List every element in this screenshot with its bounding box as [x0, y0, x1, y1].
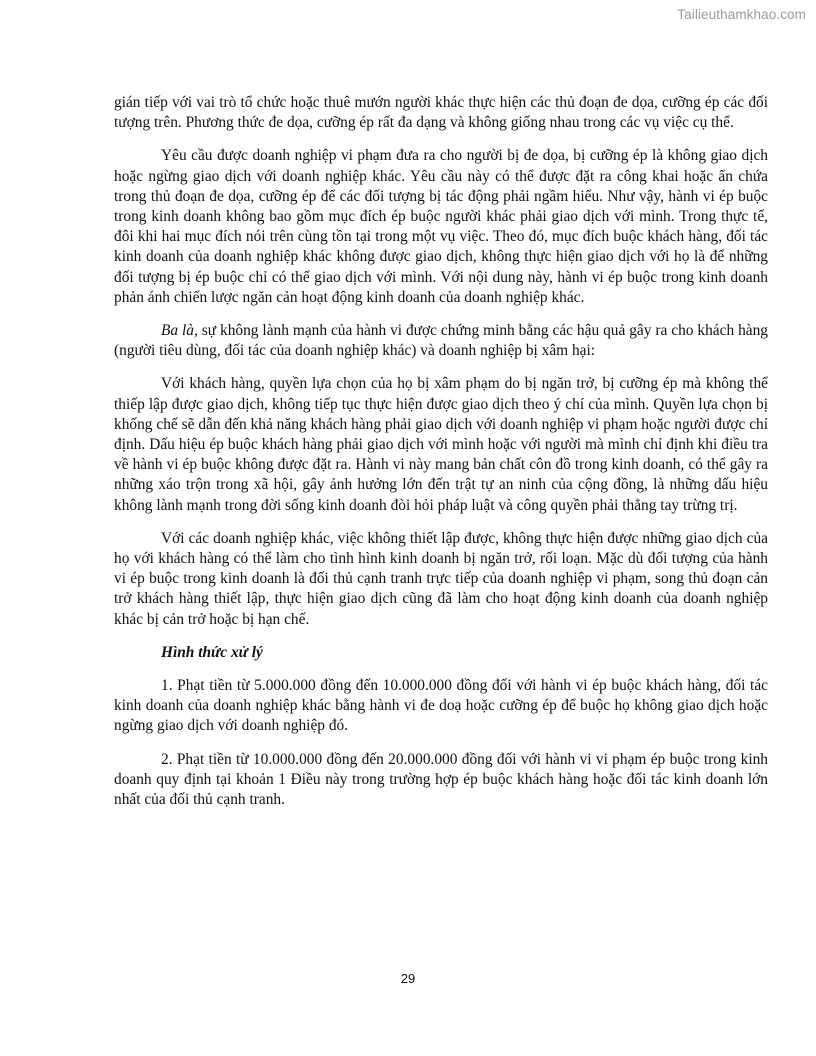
watermark-text: Tailieuthamkhao.com [677, 7, 806, 22]
paragraph-penalty-2: 2. Phạt tiền từ 10.000.000 đồng đến 20.000.000 đồng đối với hành vi vi phạm ép buộc trong kinh doanh quy định tại khoản 1 Điều này trong trường hợp ép buộc khách hàng hoặc đối tác kinh doanh lớn nhất của đối thủ cạnh tranh. [114, 750, 768, 809]
paragraph-third-point-lead: Ba là [161, 322, 194, 340]
document-body [114, 93, 768, 823]
paragraph-customers: Với khách hàng, quyền lựa chọn của họ bị xâm phạm do bị ngăn trở, bị cưỡng ép mà không thể thiếp lập được giao dịch, không tiếp tục thực hiện được giao dịch theo ý chí của mình. Quyền lựa chọn bị khống chế sẽ dẫn đến khả năng khách hàng phải giao dịch với doanh nghiệp vi phạm hoặc người được chỉ định. Dấu hiệu ép buộc khách hàng phải giao dịch với mình hoặc với người mà mình chỉ định khi điều tra về hành vi ép buộc không được đặt ra. Hành vi này mang bản chất côn đồ trong kinh doanh, có thể gây ra những xáo trộn trong xã hội, gây ảnh hưởng lớn đến trật tự an ninh của cộng đồng, là những dấu hiệu không lành mạnh trong đời sống kinh doanh đòi hỏi pháp luật và công quyền phải thẳng tay trừng trị. [114, 375, 768, 514]
section-heading-penalties: Hình thức xử lý [161, 643, 263, 661]
paragraph-other-businesses: Với các doanh nghiệp khác, việc không thiết lập được, không thực hiện được những giao dịch của họ với khách hàng có thể làm cho tình hình kinh doanh bị ngăn trở, rối loạn. Mặc dù đối tượng của hành vi ép buộc trong kinh doanh là đối thủ cạnh tranh trực tiếp của doanh nghiệp vi phạm, song thủ đoạn cản trở khách hàng thiết lập, thực hiện giao dịch cũng đã làm cho hoạt động kinh doanh của doanh nghiệp khác bị cản trở hoặc bị hạn chế. [114, 529, 768, 628]
paragraph-third-point [114, 321, 768, 361]
page-number: 29 [400, 971, 416, 986]
paragraph-requirement: Yêu cầu được doanh nghiệp vi phạm đưa ra cho người bị đe dọa, bị cưỡng ép là không giao dịch hoặc ngừng giao dịch với doanh nghiệp khác. Yêu cầu này có thể được đặt ra công khai hoặc ẩn chứa trong thủ đoạn đe dọa, cưỡng ép để các đối tượng bị tác động phải ngầm hiểu. Như vậy, hành vi ép buộc trong kinh doanh không bao gồm mục đích ép buộc người khác phải giao dịch với mình. Trong thực tế, đôi khi hai mục đích nói trên cùng tồn tại trong một vụ việc. Theo đó, mục đích buộc khách hàng, đối tác kinh doanh của doanh nghiệp khác không được giao dịch, không thực hiện giao dịch với họ là để những đối tượng bị ép buộc chỉ có thể giao dịch với mình. Với nội dung này, hành vi ép buộc trong kinh doanh phản ánh chiến lược ngăn cản hoạt động kinh doanh của doanh nghiệp khác. [114, 147, 768, 306]
paragraph-penalty-1: 1. Phạt tiền từ 5.000.000 đồng đến 10.000.000 đồng đối với hành vi ép buộc khách hàng, đối tác kinh doanh của doanh nghiệp khác bằng hành vi đe doạ hoặc cưỡng ép để buộc họ không giao dịch hoặc ngừng giao dịch với doanh nghiệp đó. [114, 677, 768, 735]
paragraph-continuation: gián tiếp với vai trò tổ chức hoặc thuê mướn người khác thực hiện các thủ đoạn đe dọa, cưỡng ép các đối tượng trên. Phương thức đe dọa, cưỡng ép rất đa dạng và không giống nhau trong các vụ việc cụ thể. [114, 94, 768, 132]
paragraph-third-point-text: , sự không lành mạnh của hành vi được chứng minh bằng các hậu quả gây ra cho khách hàng (người tiêu dùng, đối tác của doanh nghiệp khác) và doanh nghiệp bị xâm hại: [114, 322, 768, 360]
